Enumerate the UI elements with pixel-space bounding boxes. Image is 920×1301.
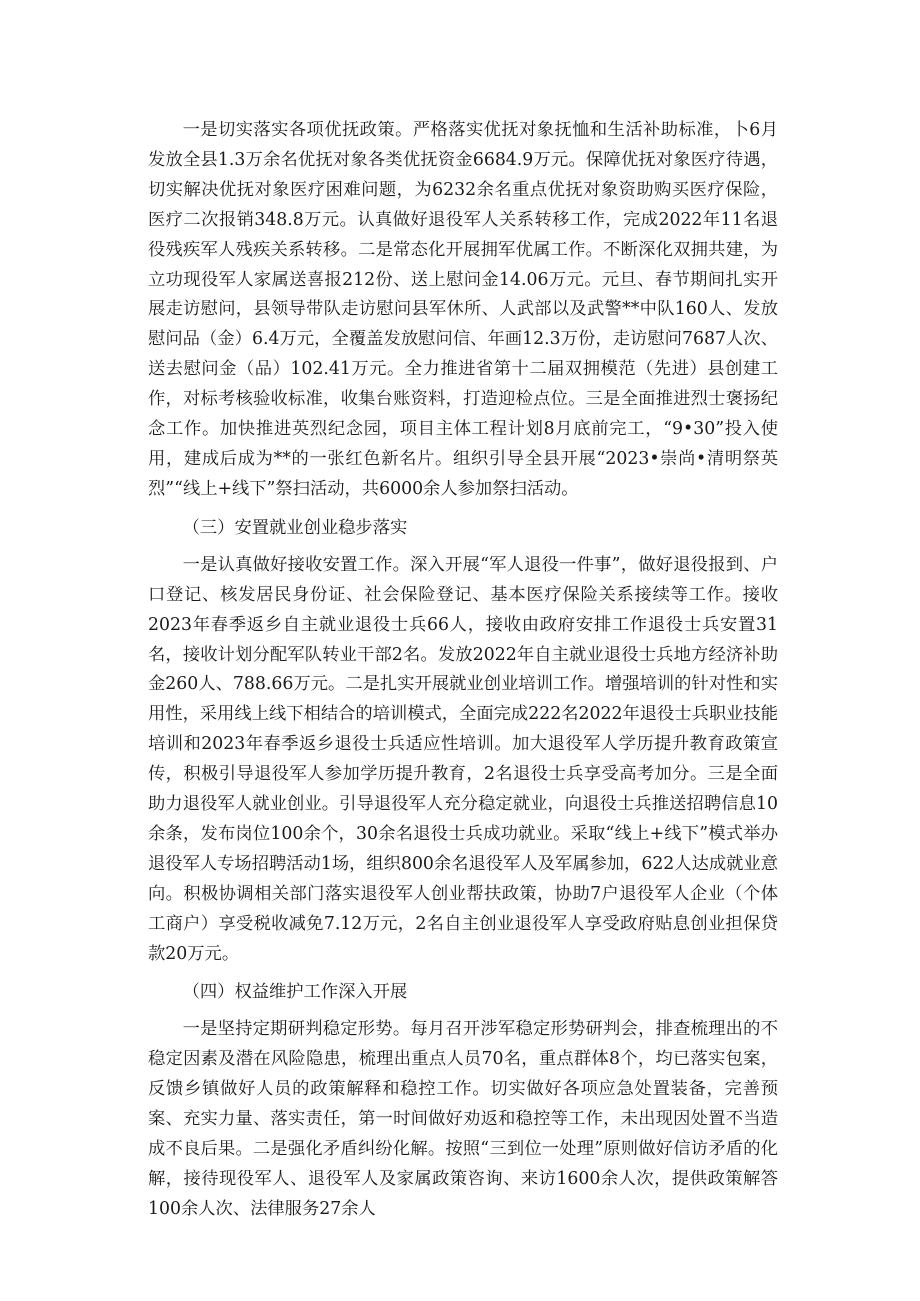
paragraph-preferential-policies: 一是切实落实各项优抚政策。严格落实优抚对象抚恤和生活补助标准，卜6月发放全县1.3万余名优抚对象各类优抚资金6684.9万元。保障优抚对象医疗待遇，切实解决优抚对象医疗困难问题，为6232余名重点优抚对象资助购买医疗保险，医疗二次报销348.8万元。认真做好退役军人关系转移工作，完成2022年11名退役残疾军人残疾关系转移。二是常态化开展拥军优属工作。不断深化双拥共建，为立功现役军人家属送喜报212份、送上慰问金14.06万元。元旦、春节期间扎实开展走访慰问，县领导带队走访慰问县军休所、人武部以及武警**中队160人、发放慰问品（金）6.4万元，全覆盖发放慰问信、年画12.3万份，走访慰问7687人次、送去慰问金（品）102.41万元。全力推进省第十二届双拥模范（先进）县创建工作，对标考核验收标准，收集台账资料，打造迎检点位。三是全面推进烈士褒扬纪念工作。加快推进英烈纪念园，项目主体工程计划8月底前完工，“9•30”投入使用，建成后成为**的一张红色新名片。组织引导全县开展“2023•崇尚•清明祭英烈”“线上+线下”祭扫活动，共6000余人参加祭扫活动。 bbox=[148, 120, 778, 499]
section-heading-4: （四）权益维护工作深入开展 bbox=[182, 982, 408, 1003]
section-heading-3: （三）安置就业创业稳步落实 bbox=[182, 517, 408, 538]
document-body bbox=[148, 116, 778, 1225]
paragraph-rights-protection: 一是坚持定期研判稳定形势。每月召开涉军稳定形势研判会，排查梳理出的不稳定因素及潜在风险隐患，梳理出重点人员70名，重点群体8个，均已落实包案，反馈乡镇做好人员的政策解释和稳控工作。切实做好各项应急处置装备，完善预案、充实力量、落实责任，第一时间做好劝返和稳控等工作，未出现因处置不当造成不良后果。二是强化矛盾纠纷化解。按照“三到位一处理”原则做好信访矛盾的化解，接待现役军人、退役军人及家属政策咨询、来访1600余人次，提供政策解答100余人次、法律服务27余人 bbox=[148, 1019, 778, 1219]
paragraph-employment: 一是认真做好接收安置工作。深入开展“军人退役一件事”，做好退役报到、户口登记、核发居民身份证、社会保险登记、基本医疗保险关系接续等工作。接收2023年春季返乡自主就业退役士兵66人，接收由政府安排工作退役士兵安置31名，接收计划分配军队转业干部2名。发放2022年自主就业退役士兵地方经济补助金260人、788.66万元。二是扎实开展就业创业培训工作。增强培训的针对性和实用性，采用线上线下相结合的培训模式，全面完成222名2022年退役士兵职业技能培训和2023年春季返乡退役士兵适应性培训。加大退役军人学历提升教育政策宣传，积极引导退役军人参加学历提升教育，2名退役士兵享受高考加分。三是全面助力退役军人就业创业。引导退役军人充分稳定就业，向退役士兵推送招聘信息10余条，发布岗位100余个，30余名退役士兵成功就业。采取“线上+线下”模式举办退役军人专场招聘活动1场，组织800余名退役军人及军属参加，622人达成就业意向。积极协调相关部门落实退役军人创业帮扶政策，协助7户退役军人企业（个体工商户）享受税收减免7.12万元，2名自主创业退役军人享受政府贴息创业担保贷款20万元。 bbox=[148, 554, 778, 964]
